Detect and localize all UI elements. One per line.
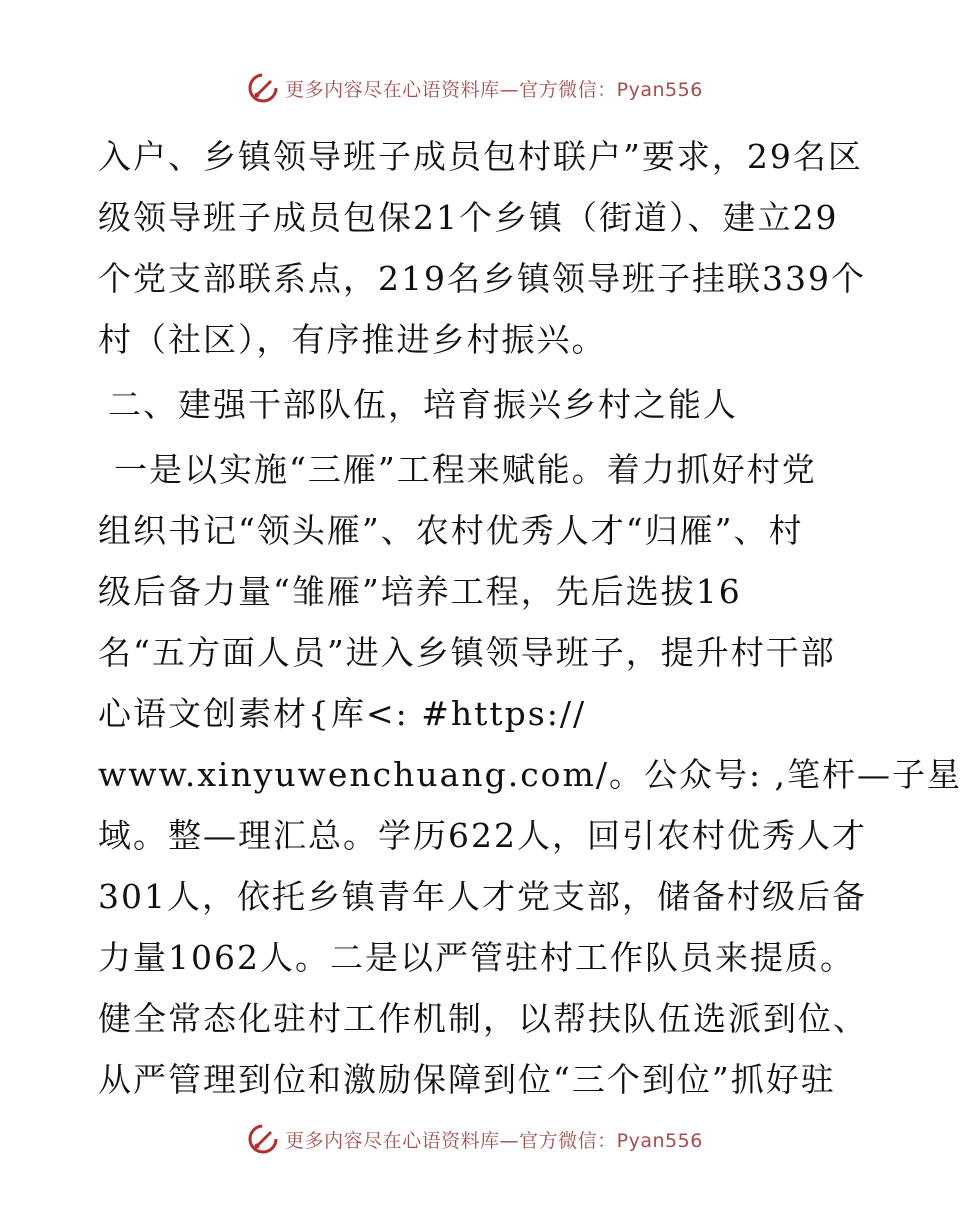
footer-banner-text: 更多内容尽在心语资料库—官方微信：Pyan556 — [285, 1129, 703, 1152]
text-line: 301人，依托乡镇青年人才党支部，储备村级后备 — [98, 877, 867, 916]
document-body — [98, 126, 962, 1110]
text-line: www.xinyuwenchuang.com/。公众号: ,笔杆—子星 — [98, 755, 962, 794]
text-line: 名“五方面人员”进入乡镇领导班子，提升村干部 — [98, 633, 836, 672]
text-line: 一是以实施“三雁”工程来赋能。着力抓好村党 — [114, 450, 817, 489]
text-line: 村（社区），有序推进乡村振兴。 — [98, 320, 607, 359]
text-line: 域。整—理汇总。学历622人，回引农村优秀人才 — [98, 816, 867, 855]
page-header-banner — [0, 72, 950, 104]
brush-seal-icon — [247, 1123, 279, 1155]
page-footer-banner — [0, 1123, 950, 1155]
text-line: 入户、乡镇领导班子成员包村联户”要求，29名区 — [98, 137, 863, 176]
text-line: 力量1062人。二是以严管驻村工作队员来提质。 — [98, 938, 855, 977]
text-line: 心语文创素材{库<: #https:// — [98, 694, 587, 733]
text-line: 个党支部联系点，219名乡镇领导班子挂联339个 — [98, 259, 866, 298]
text-line: 从严管理到位和激励保障到位“三个到位”抓好驻 — [98, 1060, 836, 1099]
brush-seal-icon — [247, 72, 279, 104]
section-heading: 二、建强干部队伍，培育振兴乡村之能人 — [108, 385, 738, 424]
text-line: 组织书记“领头雁”、农村优秀人才“归雁”、村 — [98, 511, 804, 550]
text-line: 级后备力量“雏雁”培养工程，先后选拔16 — [98, 572, 742, 611]
header-banner-text: 更多内容尽在心语资料库—官方微信：Pyan556 — [285, 78, 703, 101]
text-line: 健全常态化驻村工作机制，以帮扶队伍选派到位、 — [98, 999, 868, 1038]
text-line: 级领导班子成员包保21个乡镇（街道）、建立29 — [98, 198, 839, 237]
